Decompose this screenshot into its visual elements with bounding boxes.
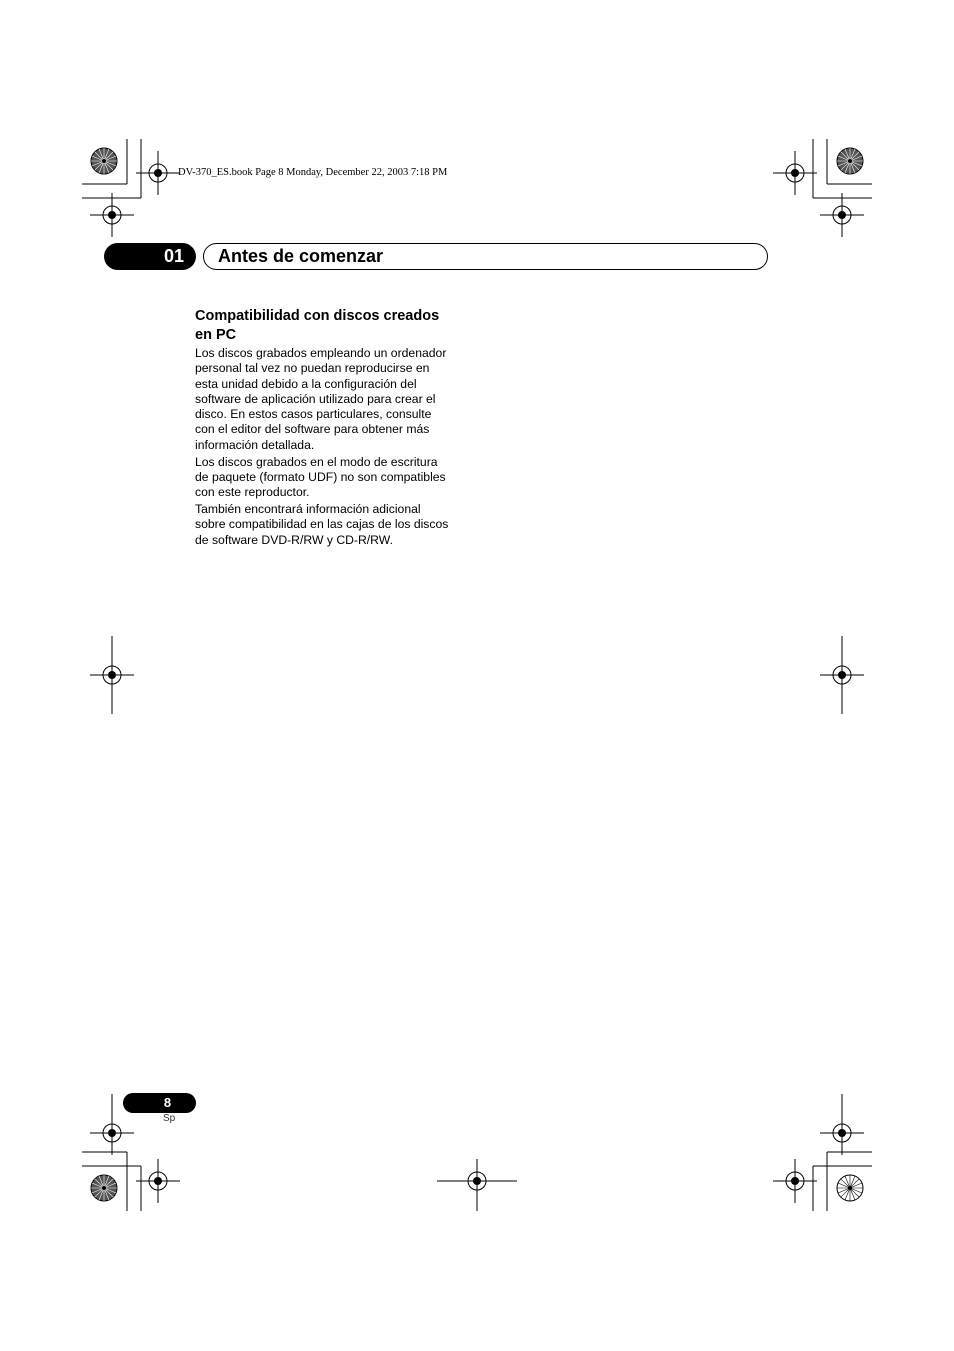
paragraph xyxy=(195,455,475,501)
crop-mark-bottom-center xyxy=(437,1166,517,1211)
registration-mark-bottom-left xyxy=(136,1159,180,1203)
paragraph xyxy=(195,502,475,548)
color-dial-top-right xyxy=(837,148,863,174)
text-line: información detallada. xyxy=(195,437,315,452)
text-line: esta unidad debido a la configuración del xyxy=(195,376,417,391)
registration-mark-top-left xyxy=(136,151,180,195)
registration-mark-middle-left xyxy=(90,636,134,714)
text-line: de paquete (formato UDF) no son compatibles xyxy=(195,469,446,484)
text-line: software de aplicación utilizado para crear el xyxy=(195,391,436,406)
registration-mark-bottom-left-upper xyxy=(90,1111,134,1155)
registration-mark-top-right xyxy=(773,151,817,195)
registration-mark-top-left-lower xyxy=(90,193,134,237)
section-heading-line: Compatibilidad con discos creados xyxy=(195,308,440,324)
text-line: personal tal vez no puedan reproducirse en xyxy=(195,361,430,376)
text-line: También encontrará información adicional xyxy=(195,501,421,516)
chapter-number-badge xyxy=(104,243,196,270)
text-line: Los discos grabados en el modo de escritura xyxy=(195,454,438,469)
section-heading xyxy=(195,307,475,345)
text-line: Los discos grabados empleando un ordenador xyxy=(195,346,447,360)
text-line: con el editor del software para obtener más xyxy=(195,422,430,437)
registration-mark-top-right-lower xyxy=(820,193,864,237)
color-dial-bottom-left xyxy=(91,1175,117,1201)
text-line: de software DVD-R/RW y CD-R/RW. xyxy=(195,532,393,547)
color-dial-bottom-right xyxy=(837,1175,863,1201)
registration-mark-bottom-right-upper xyxy=(820,1111,864,1155)
registration-mark-middle-right xyxy=(820,636,864,714)
paragraph xyxy=(195,346,475,453)
text-line: disco. En estos casos particulares, consulte xyxy=(195,407,432,422)
main-column xyxy=(195,307,475,549)
chapter-title-bar xyxy=(203,243,768,270)
color-dial-top-left xyxy=(91,148,117,174)
section-heading-line: en PC xyxy=(195,327,237,343)
chapter-title: Antes de comenzar xyxy=(218,246,384,266)
text-line: sobre compatibilidad en las cajas de los discos xyxy=(195,517,449,532)
text-line: con este reproductor. xyxy=(195,485,310,500)
registration-mark-bottom-right xyxy=(773,1159,817,1203)
print-slug-line: DV-370_ES.book Page 8 Monday, December 22, 2003 7:18 PM xyxy=(178,167,448,178)
page-language-code: Sp xyxy=(163,1113,176,1124)
chapter-number: 01 xyxy=(163,246,184,266)
page-number: 8 xyxy=(163,1095,172,1110)
page-number-badge xyxy=(123,1093,196,1113)
